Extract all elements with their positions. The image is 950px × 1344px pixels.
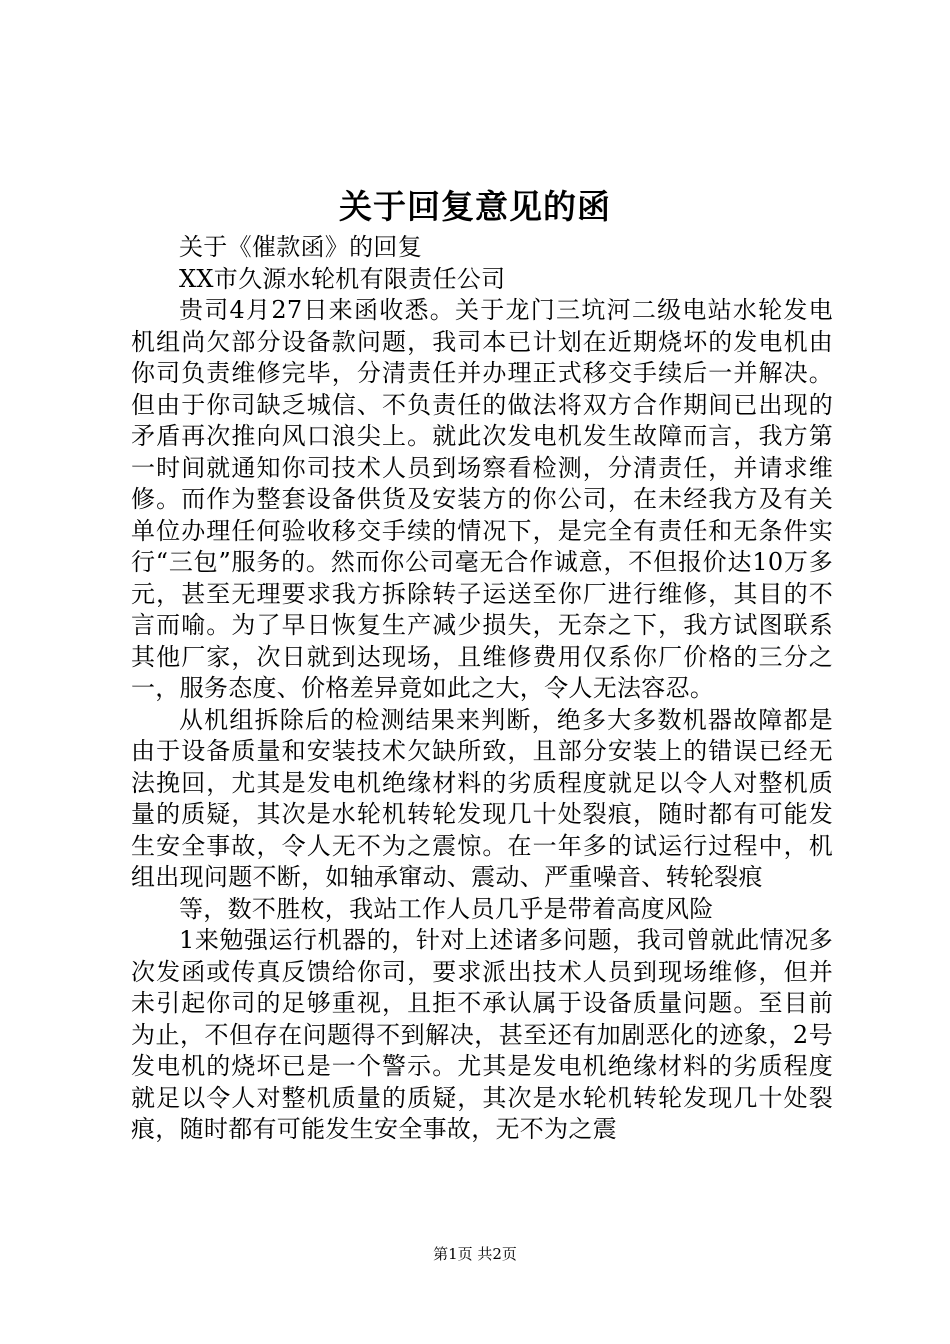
paragraph-body-3: 等，数不胜枚，我站工作人员几乎是带着高度风险 [179, 894, 714, 923]
page-number-footer: 第1页 共2页 [433, 1245, 517, 1263]
paragraph-body-4: 1来勉强运行机器的，针对上述诸多问题，我司曾就此情况多次发函或传真反馈给你司，要求派出技术人员到现场维修，但并未引起你司的足够重视，且拒不承认属于设备质量问题。至目前为止，不但存在问题得不到解决，甚至还有加剧恶化的迹象，2号发电机的烧坏已是一个警示。尤其是发电机绝缘材料的劣质程度就足以令人对整机质量的质疑，其次是水轮机转轮发现几十处裂痕，随时都有可能发生安全事故，无不为之震 [131, 926, 833, 1143]
document-body [131, 232, 833, 1146]
document-title: 关于回复意见的函 [339, 187, 611, 226]
paragraph-subject: 关于《催款函》的回复 [179, 233, 422, 261]
paragraph-recipient: XX市久源水轮机有限责任公司 [179, 264, 506, 293]
paragraph-body-1: 贵司4月27日来函收悉。关于龙门三坑河二级电站水轮发电机组尚欠部分设备款问题，我司本已计划在近期烧坏的发电机由你司负责维修完毕，分清责任并办理正式移交手续后一并解决。但由于你司缺乏城信、不负责任的做法将双方合作期间已出现的矛盾再次推向风口浪尖上。就此次发电机发生故障而言，我方第一时间就通知你司技术人员到场察看检测，分清责任，并请求维修。而作为整套设备供货及安装方的你公司，在未经我方及有关单位办理任何验收移交手续的情况下，是完全有责任和无条件实行“三包”服务的。然而你公司毫无合作诚意，不但报价达10万多元，甚至无理要求我方拆除转子运送至你厂进行维修，其目的不言而喻。为了早日恢复生产减少损失，无奈之下，我方试图联系其他厂家，次日就到达现场，且维修费用仅系你厂价格的三分之一，服务态度、价格差异竟如此之大，令人无法容忍。 [131, 296, 833, 702]
paragraph-body-2: 从机组拆除后的检测结果来判断，绝多大多数机器故障都是由于设备质量和安装技术欠缺所致，且部分安装上的错误已经无法挽回，尤其是发电机绝缘材料的劣质程度就足以令人对整机质量的质疑，其次是水轮机转轮发现几十处裂痕，随时都有可能发生安全事故，令人无不为之震惊。在一年多的试运行过程中，机组出现问题不断，如轴承窜动、震动、严重噪音、转轮裂痕 [131, 705, 833, 891]
